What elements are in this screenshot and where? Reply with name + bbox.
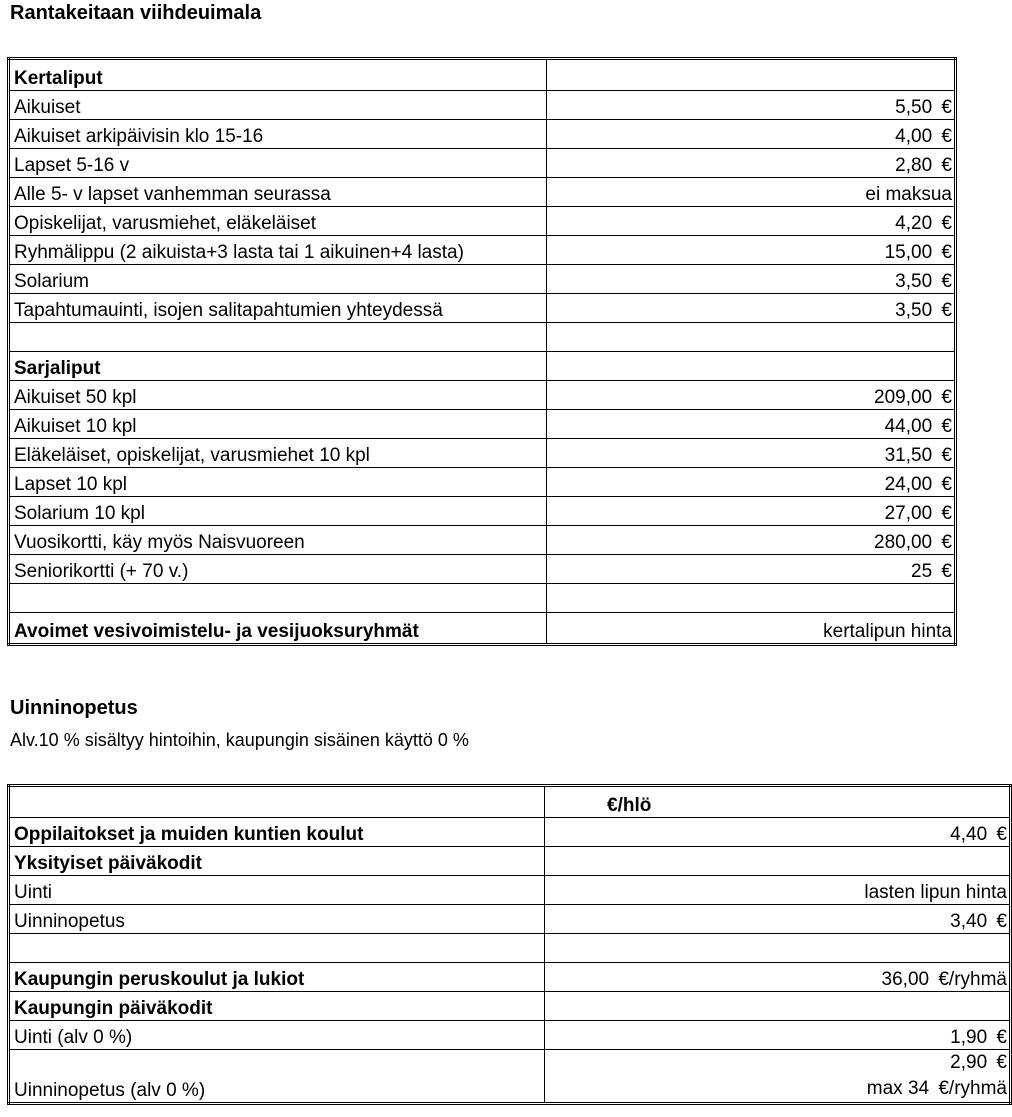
row-label: Uinti (alv 0 %) [9,1021,545,1050]
avoimet-label: Avoimet vesivoimistelu- ja vesijuoksuryhmät [9,613,547,645]
table-row [9,178,956,207]
table-row [9,992,1011,1021]
table-row [9,91,956,120]
row-price: ei maksua [546,178,955,207]
row-label: Uinninopetus [9,905,545,934]
row-price: 2,90 € max 34 €/ryhmä [545,1050,1011,1104]
section-heading-kertaliput: Kertaliput [9,59,547,91]
row-label: Vuosikortti, käy myös Naisvuoreen [9,526,547,555]
table-row [9,468,956,497]
ticket-price-table [7,57,957,646]
row-price: 3,50 € [546,265,955,294]
swimming-lessons-table [7,784,1012,1105]
row-label: Uinti [9,876,545,905]
table-row [9,876,1011,905]
row-price: 3,40 € [545,905,1011,934]
table-row [9,236,956,265]
row-label: Opiskelijat, varusmiehet, eläkeläiset [9,207,547,236]
row-price: 280,00 € [546,526,955,555]
row-price: 31,50 € [546,439,955,468]
table-row [9,613,956,645]
row-label: Aikuiset arkipäivisin klo 15-16 [9,120,547,149]
row-price: 1,90 € [545,1021,1011,1050]
spacer-row [9,323,956,352]
row-label: Solarium [9,265,547,294]
row-price: 15,00 € [546,236,955,265]
row-label: Uinninopetus (alv 0 %) [9,1050,545,1104]
row-price: 2,80 € [546,149,955,178]
table-row [9,1050,1011,1104]
table-row [9,818,1011,847]
spacer-row [9,584,956,613]
table-row [9,439,956,468]
row-price: lasten lipun hinta [545,876,1011,905]
spacer-row [9,934,1011,963]
row-label: Ryhmälippu (2 aikuista+3 lasta tai 1 aikuinen+4 lasta) [9,236,547,265]
table-row [9,381,956,410]
row-price: 44,00 € [546,410,955,439]
row-price: 36,00 €/ryhmä [545,963,1011,992]
row-label: Aikuiset [9,91,547,120]
row-label: Oppilaitokset ja muiden kuntien koulut [9,818,545,847]
table-row [9,120,956,149]
row-label: Alle 5- v lapset vanhemman seurassa [9,178,547,207]
row-label: Lapset 5-16 v [9,149,547,178]
table-row [9,786,1011,818]
row-price: 27,00 € [546,497,955,526]
table-row [9,59,956,91]
table-row [9,905,1011,934]
section-heading-uinninopetus: Uinninopetus [10,697,138,719]
row-label: Lapset 10 kpl [9,468,547,497]
vat-note: Alv.10 % sisältyy hintoihin, kaupungin sisäinen käyttö 0 % [10,730,469,750]
table-row [9,207,956,236]
row-price: 5,50 € [546,91,955,120]
row-label: Tapahtumauinti, isojen salitapahtumien yhteydessä [9,294,547,323]
row-label: Aikuiset 10 kpl [9,410,547,439]
row-price: 4,20 € [546,207,955,236]
table-row [9,555,956,584]
page-title: Rantakeitaan viihdeuimala [10,2,262,24]
table-row [9,352,956,381]
table-row [9,1021,1011,1050]
row-label: Seniorikortti (+ 70 v.) [9,555,547,584]
table-row [9,149,956,178]
row-label: Solarium 10 kpl [9,497,547,526]
table-row [9,410,956,439]
row-price: 24,00 € [546,468,955,497]
row-label: Aikuiset 50 kpl [9,381,547,410]
row-label: Kaupungin peruskoulut ja lukiot [9,963,545,992]
row-price: 4,40 € [545,818,1011,847]
row-price: 4,00 € [546,120,955,149]
column-header-per-person: €/hlö [545,786,1011,818]
avoimet-price: kertalipun hinta [546,613,955,645]
table-row [9,265,956,294]
row-label: Kaupungin päiväkodit [9,992,545,1021]
table-row [9,847,1011,876]
row-price: 25 € [546,555,955,584]
table-row [9,497,956,526]
row-price: 3,50 € [546,294,955,323]
table-row [9,294,956,323]
table-row [9,526,956,555]
row-label: Yksityiset päiväkodit [9,847,545,876]
table-row [9,963,1011,992]
row-label: Eläkeläiset, opiskelijat, varusmiehet 10 kpl [9,439,547,468]
row-price: 209,00 € [546,381,955,410]
section-heading-sarjaliput: Sarjaliput [9,352,547,381]
